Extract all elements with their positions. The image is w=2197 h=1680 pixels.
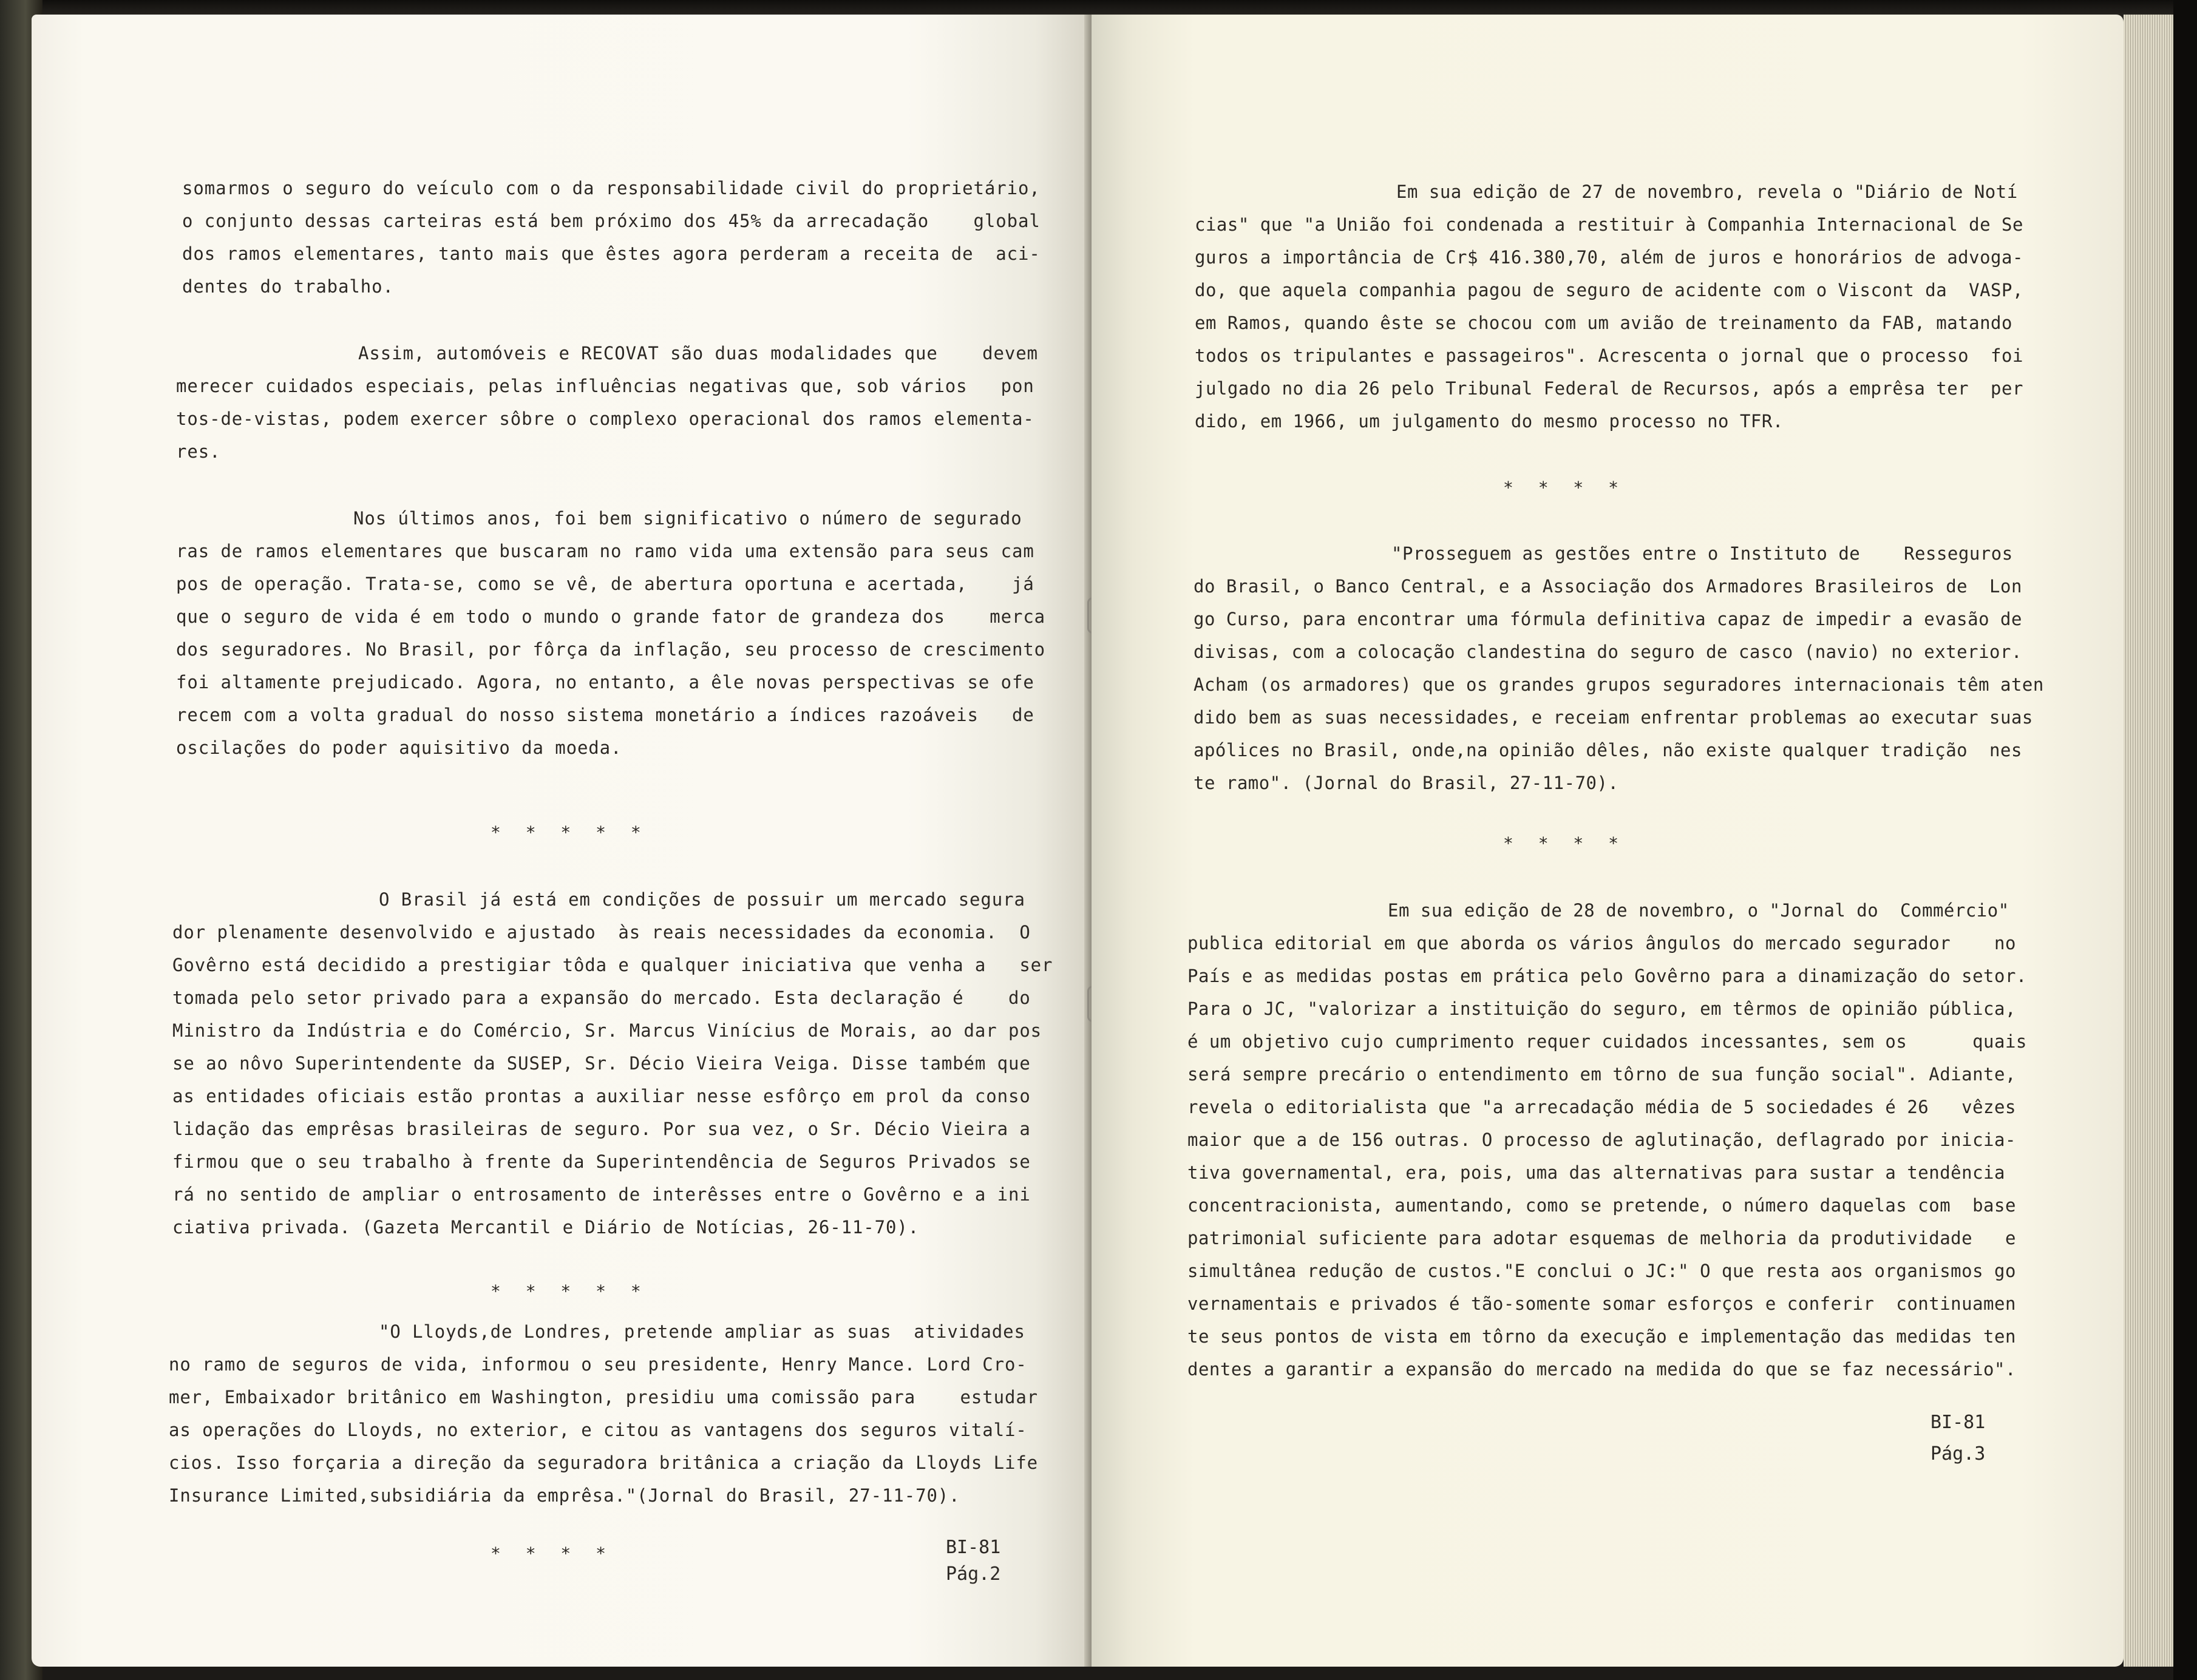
text-line: tiva governamental, era, pois, uma das alternativas para sustar a tendência (1187, 1162, 2005, 1183)
text-line: revela o editorialista que "a arrecadação média de 5 sociedades é 26 vêzes (1187, 1097, 2016, 1117)
text-line: cios. Isso forçaria a direção da seguradora britânica a criação da Lloyds Life (169, 1452, 1039, 1473)
text-line: lidação das emprêsas brasileiras de seguro. Por sua vez, o Sr. Décio Vieira a (172, 1119, 1031, 1139)
text-line: simultânea redução de custos."E conclui o JC:" O que resta aos organismos go (1187, 1261, 2016, 1281)
text-line: será sempre precário o entendimento em tôrno de sua função social". Adiante, (1187, 1064, 2016, 1085)
text-line: em Ramos, quando êste se chocou com um avião de treinamento da FAB, matando (1195, 313, 2012, 333)
right-page (1092, 15, 2124, 1667)
text-line: te ramo". (Jornal do Brasil, 27-11-70). (1194, 773, 1619, 793)
text-line: Insurance Limited,subsidiária da emprêsa."(Jornal do Brasil, 27-11-70). (169, 1485, 960, 1506)
page-number: Pág.3 (1930, 1443, 1986, 1465)
text-line: Nos últimos anos, foi bem significativo o número de segurado (353, 508, 1022, 529)
text-line: dos ramos elementares, tanto mais que êstes agora perderam a receita de aci- (182, 243, 1041, 264)
text-line: dido bem as suas necessidades, e receiam enfrentar problemas ao executar suas (1194, 707, 2033, 728)
text-line: no ramo de seguros de vida, informou o seu presidente, Henry Mance. Lord Cro- (169, 1354, 1027, 1375)
text-line: mer, Embaixador britânico em Washington, presidiu uma comissão para estudar (169, 1387, 1039, 1407)
text-line: foi altamente prejudicado. Agora, no entanto, a êle novas perspectivas se ofe (176, 672, 1034, 693)
text-line: tos-de-vistas, podem exercer sôbre o complexo operacional dos ramos elementa- (176, 408, 1034, 429)
text-line: ciativa privada. (Gazeta Mercantil e Diário de Notícias, 26-11-70). (172, 1217, 920, 1238)
section-separator: * * * * * (491, 822, 641, 842)
text-line: publica editorial em que aborda os vários ângulos do mercado segurador no (1187, 933, 2016, 953)
text-line: te seus pontos de vista em tôrno da execução e implementação das medidas ten (1187, 1326, 2016, 1347)
text-line: Para o JC, "valorizar a instituição do seguro, em têrmos de opinião pública, (1187, 998, 2016, 1019)
text-line: vernamentais e privados é tão-somente somar esforços e conferir continuamen (1187, 1293, 2016, 1314)
text-line: firmou que o seu trabalho à frente da Superintendência de Seguros Privados se (172, 1151, 1031, 1172)
text-line: ras de ramos elementares que buscaram no ramo vida uma extensão para seus cam (176, 541, 1034, 561)
text-line: do, que aquela companhia pagou de seguro de acidente com o Viscont da VASP, (1195, 280, 2023, 300)
text-line: Acham (os armadores) que os grandes grupos seguradores internacionais têm aten (1194, 674, 2044, 695)
text-line: julgado no dia 26 pelo Tribunal Federal de Recursos, após a emprêsa ter per (1195, 378, 2023, 399)
text-line: todos os tripulantes e passageiros". Acrescenta o jornal que o processo foi (1195, 345, 2023, 366)
text-line: oscilações do poder aquisitivo da moeda. (176, 737, 622, 758)
section-separator: * * * * (491, 1543, 606, 1563)
text-line: que o seguro de vida é em todo o mundo o grande fator de grandeza dos merca (176, 606, 1046, 627)
text-line: apólices no Brasil, onde,na opinião dêles, não existe qualquer tradição nes (1194, 740, 2022, 760)
text-line: patrimonial suficiente para adotar esquemas de melhoria da produtividade e (1187, 1228, 2016, 1248)
text-line: é um objetivo cujo cumprimento requer cuidados incessantes, sem os quais (1187, 1031, 2027, 1052)
text-line: "Prosseguem as gestões entre o Instituto de Resseguros (1391, 543, 2013, 564)
page-edges (2124, 15, 2173, 1667)
section-separator: * * * * * (491, 1281, 641, 1301)
text-line: tomada pelo setor privado para a expansão do mercado. Esta declaração é do (172, 987, 1031, 1008)
text-line: merecer cuidados especiais, pelas influências negativas que, sob vários pon (176, 376, 1034, 396)
text-line: "O Lloyds,de Londres, pretende ampliar as suas atividades (379, 1321, 1025, 1342)
section-separator: * * * * (1503, 478, 1619, 498)
text-line: res. (176, 441, 221, 462)
text-line: guros a importância de Cr$ 416.380,70, além de juros e honorários de advoga- (1195, 247, 2023, 268)
text-line: as entidades oficiais estão prontas a auxiliar nesse esfôrço em prol da conso (172, 1086, 1031, 1106)
text-line: dos seguradores. No Brasil, por fôrça da inflação, seu processo de crescimento (176, 639, 1046, 660)
text-line: concentracionista, aumentando, como se pretende, o número daquelas com base (1187, 1195, 2016, 1216)
text-line: do Brasil, o Banco Central, e a Associação dos Armadores Brasileiros de Lon (1194, 576, 2022, 597)
left-page (32, 15, 1099, 1667)
page-code: BI-81 (946, 1537, 1001, 1558)
text-line: País e as medidas postas em prática pelo Govêrno para a dinamização do setor. (1187, 966, 2027, 986)
text-line: Em sua edição de 27 de novembro, revela o "Diário de Notí (1396, 181, 2018, 202)
text-line: as operações do Lloyds, no exterior, e citou as vantagens dos seguros vitalí- (169, 1420, 1027, 1440)
text-line: Em sua edição de 28 de novembro, o "Jornal do Commércio" (1388, 900, 2009, 921)
page-number: Pág.2 (946, 1563, 1001, 1585)
text-line: se ao nôvo Superintendente da SUSEP, Sr. Décio Vieira Veiga. Disse também que (172, 1053, 1031, 1074)
page-code: BI-81 (1930, 1412, 1986, 1433)
text-line: Assim, automóveis e RECOVAT são duas modalidades que devem (358, 343, 1038, 364)
text-line: dentes a garantir a expansão do mercado na medida do que se faz necessário". (1187, 1359, 2016, 1380)
section-separator: * * * * (1503, 833, 1619, 853)
text-line: recem com a volta gradual do nosso sistema monetário a índices razoáveis de (176, 705, 1034, 725)
text-line: somarmos o seguro do veículo com o da responsabilidade civil do proprietário, (182, 178, 1041, 198)
text-line: pos de operação. Trata-se, como se vê, de abertura oportuna e acertada, já (176, 574, 1034, 594)
text-line: dentes do trabalho. (182, 276, 394, 297)
text-line: Govêrno está decidido a prestigiar tôda e qualquer iniciativa que venha a ser (172, 955, 1053, 975)
text-line: go Curso, para encontrar uma fórmula definitiva capaz de impedir a evasão de (1194, 609, 2022, 629)
text-line: rá no sentido de ampliar o entrosamento de interêsses entre o Govêrno e a ini (172, 1184, 1031, 1205)
text-line: cias" que "a União foi condenada a restituir à Companhia Internacional de Se (1195, 214, 2023, 235)
text-line: o conjunto dessas carteiras está bem próximo dos 45% da arrecadação global (182, 211, 1041, 231)
text-line: O Brasil já está em condições de possuir um mercado segura (379, 889, 1025, 910)
text-line: dor plenamente desenvolvido e ajustado às reais necessidades da economia. O (172, 922, 1031, 943)
book-cover-right (2173, 0, 2197, 1680)
text-line: dido, em 1966, um julgamento do mesmo processo no TFR. (1195, 411, 1784, 432)
text-line: divisas, com a colocação clandestina do seguro de casco (navio) no exterior. (1194, 642, 2022, 662)
text-line: Ministro da Indústria e do Comércio, Sr. Marcus Vinícius de Morais, ao dar pos (172, 1020, 1042, 1041)
text-line: maior que a de 156 outras. O processo de aglutinação, deflagrado por inicia- (1187, 1130, 2016, 1150)
